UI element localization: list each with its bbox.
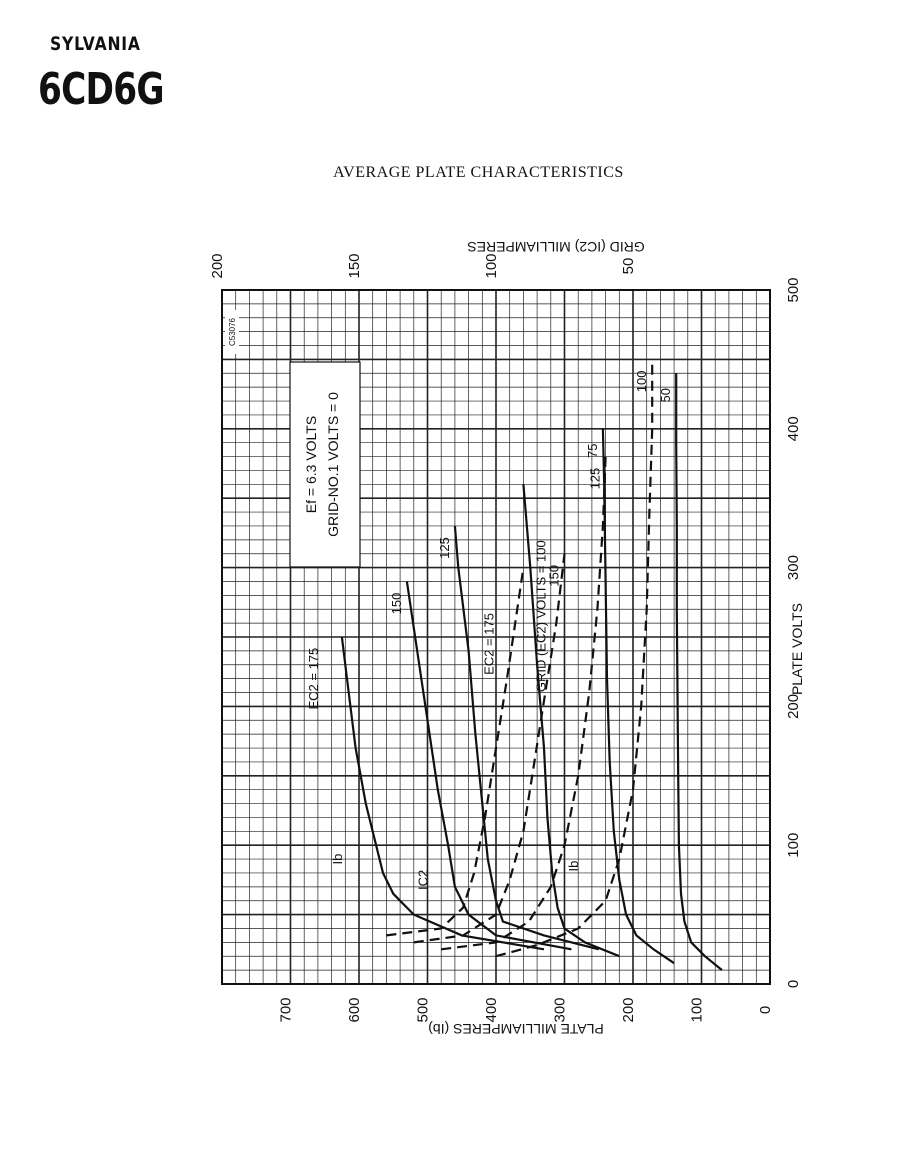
ib-curve-75 [603, 429, 674, 963]
curve-label-Ib-125: 125 [436, 537, 452, 559]
tick-label-ma: 300 [551, 997, 569, 1023]
chart-title: AVERAGE PLATE CHARACTERISTICS [333, 164, 624, 181]
tick-label-ma: 700 [277, 997, 295, 1023]
tick-label-volts: 500 [785, 277, 802, 303]
annotation-grid-volts-100: GRID (EC2) VOLTS = 100 [533, 540, 549, 693]
annotation-ic2: IC2 [415, 869, 431, 891]
brand-name: SYLVANIA [50, 33, 141, 55]
annotation-ec2-175: EC2 = 175 [305, 647, 321, 710]
x-axis-title: PLATE VOLTS [789, 602, 805, 696]
tick-label-grid-ma: 100 [483, 253, 500, 279]
tick-label-volts: 400 [785, 416, 802, 442]
tick-label-volts: 200 [785, 693, 802, 719]
annotation-ec2-175-dashed: EC2 = 175 [481, 613, 497, 675]
tick-label-ma: 400 [483, 997, 500, 1023]
tick-label-grid-ma: 200 [209, 253, 226, 279]
curve-label-Ib-50: 50 [658, 388, 674, 403]
curve-label-IC2-125: 125 [587, 467, 603, 490]
curve-label-Ib-75: 75 [584, 443, 600, 459]
tick-label-grid-ma: 50 [620, 257, 637, 275]
tick-label-ma: 500 [414, 997, 432, 1023]
curve-label-Ib-150: 150 [388, 592, 404, 615]
curve-label-IC2-100: 100 [634, 370, 650, 393]
y-axis-title: PLATE MILLIAMPERES (Ib) [428, 1021, 604, 1037]
note-grid-volts: GRID-NO.1 VOLTS = 0 [325, 392, 341, 537]
tick-label-grid-ma: 150 [346, 253, 363, 279]
annotation-ib-left: Ib [329, 853, 345, 865]
tick-label-ma: 0 [757, 1005, 774, 1015]
chart-code: C53076 [228, 317, 237, 347]
curve-label-IC2-150: 150 [546, 564, 562, 587]
note-heater-volts: Ef = 6.3 VOLTS [303, 415, 319, 514]
ib-curve-125 [455, 526, 599, 949]
tick-label-volts: 300 [785, 555, 802, 581]
y2-axis-title: GRID (IC2) MILLIAMPERES [467, 239, 645, 255]
tick-label-ma: 200 [620, 997, 637, 1023]
tick-label-ma: 600 [346, 997, 363, 1023]
tube-model: 6CD6G [38, 64, 164, 115]
ib-curve-175 [342, 637, 544, 949]
tick-label-volts: 0 [785, 979, 802, 989]
annotation-ib-mid: Ib [566, 860, 582, 872]
tick-label-volts: 100 [785, 832, 802, 858]
tick-label-ma: 100 [688, 997, 706, 1023]
